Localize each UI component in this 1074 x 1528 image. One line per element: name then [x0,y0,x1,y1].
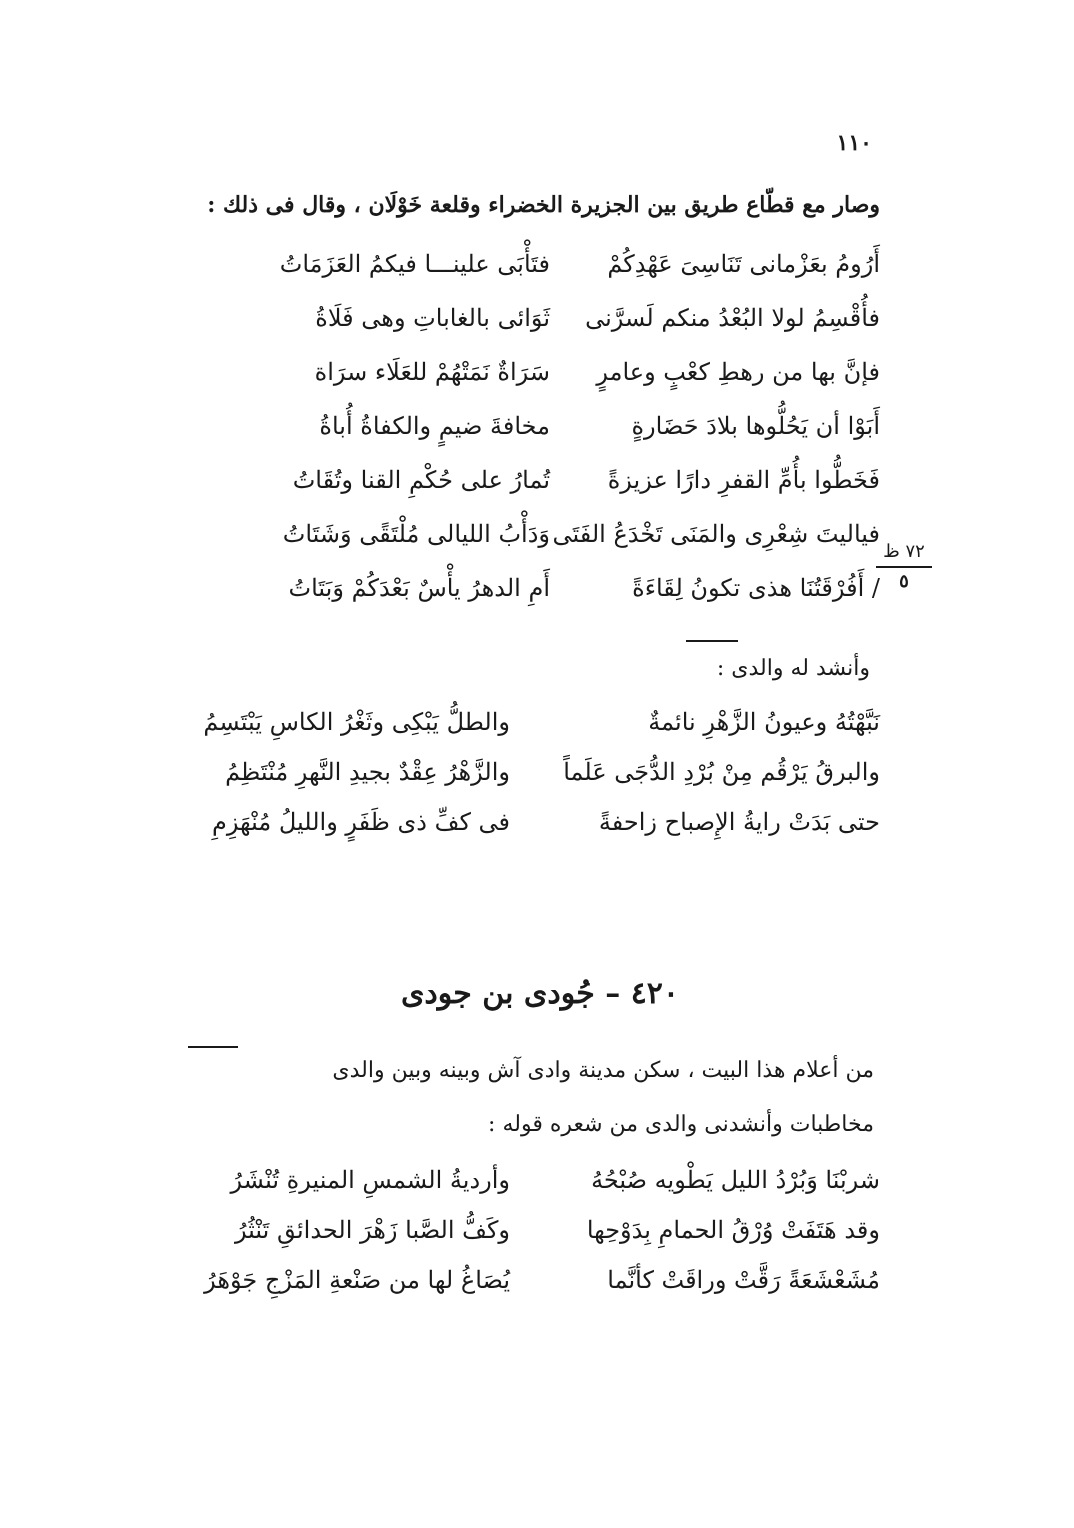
hemistich-first: فإنَّ بها من رهطِ كعْبٍ وعامرٍ [596,358,880,386]
hemistich-second: والزَّهْرُ عِقْدٌ بجيدِ النَّهرِ مُنْتَظِمُ [225,758,510,786]
folio-number: ٧٢ ظ [883,541,925,562]
hemistich-first: مُشَعْشَعَةً رَقَّتْ وراقَتْ كأنَّما [607,1266,880,1294]
prose-line: مخاطبات وأنشدنى والدى من شعره قوله : [488,1112,874,1137]
section-divider [686,640,738,642]
verse [180,702,880,752]
folio-sub: ٥ [899,571,909,592]
hemistich-first: فَخَطُّوا بأُمِّ القفرِ دارًا عزيزةً [607,466,880,494]
verse [180,752,880,802]
verse [180,1210,880,1260]
hemistich-second: وأرديةُ الشمسِ المنيرةِ تُنْشَرُ [230,1166,510,1194]
hemistich-second: أَمِ الدهرُ يأْسٌ بَعْدَكُمْ وَبَتَاتُ [288,574,550,602]
section-heading: ٤٢٠ – جُودى بن جودى [400,976,680,1011]
hemistich-first: فياليتَ شِعْرِى والمَنَى تَخْدَعُ الفَتَى [552,520,880,548]
hemistich-second: وكَفُّ الصَّبا زَهْرَ الحدائقِ تَنْثُرُ [234,1216,510,1244]
verse [180,1260,880,1310]
hemistich-first: / أَفُرْقَتُنَا هذى تكونُ لِقَاءَةً [632,574,880,602]
recite-line: وأنشد له والدى : [716,656,870,681]
hemistich-second: ثَوَائى بالغاباتِ وهى فَلَاةُ [315,304,550,332]
hemistich-second: يُصَاغُ لها من صَنْعةِ المَزْجِ جَوْهَرُ [204,1266,510,1294]
hemistich-first: وقد هَتَفَتْ وُرْقُ الحمامِ بِدَوْحِها [586,1216,880,1244]
hemistich-first: حتى بَدَتْ رايةُ الإِصباح زاحفةً [598,808,880,836]
verse [220,298,880,352]
hemistich-second: سَرَاةٌ نَمَتْهُمْ للعَلَاء سرَاة [314,358,550,386]
hemistich-second: فتَأْبَى علينـــا فيكمُ العَزَمَاتُ [279,250,550,278]
hemistich-second: والطلُّ يَبْكِى وثَغْرُ الكاسِ يَبْتَسِمُ [203,708,510,736]
verse [220,352,880,406]
hemistich-first: أَرُومُ بعَزْمانى تَنَاسِىَ عَهْدِكُمْ [607,250,880,278]
poem-3 [180,1160,880,1310]
verse [180,1160,880,1210]
verse [220,244,880,298]
heading-rule [188,1046,238,1048]
verse [180,802,880,852]
hemistich-first: والبرقُ يَرْقُم مِنْ بُرْدِ الدُّجَى عَلَماً [563,758,880,786]
folio-marker [876,540,932,594]
hemistich-first: فأُقْسِمُ لولا البُعْدُ منكم لَسرَّنى [585,304,880,332]
verse [220,460,880,514]
verse [220,568,880,622]
hemistich-second: مخافةَ ضيمٍ والكفاةُ أُباةُ [319,412,550,440]
hemistich-second: وَدَأْبُ الليالى مُلْتَقًى وَشَتَاتُ [282,520,550,548]
hemistich-first: شربْنَا وَبُرْدُ الليل يَطْويه صُبْحُهُ [591,1166,880,1194]
hemistich-second: فى كفِّ ذى ظَفَرٍ والليلُ مُنْهَزِمِ [211,808,510,836]
poem-1 [220,244,880,622]
hemistich-first: أَبَوْا أن يَحُلُّوها بلادَ حَضَارةٍ [631,412,880,440]
poem-2 [180,702,880,852]
prose-line: من أعلام هذا البيت ، سكن مدينة وادى آش وبينه وبين والدى [332,1058,874,1083]
page-number: ١١٠ [836,130,872,156]
intro-line: وصار مع قطّاع طريق بين الجزيرة الخضراء وقلعة خَوْلَان ، وقال فى ذلك : [207,192,880,218]
hemistich-second: تُمارُ على حُكْمِ القنا وتُقَاتُ [292,466,550,494]
verse [220,514,880,568]
hemistich-first: نَبَّهْتُهُ وعيونُ الزَّهْرِ نائمةٌ [648,708,880,736]
folio-rule [876,566,932,568]
verse [220,406,880,460]
